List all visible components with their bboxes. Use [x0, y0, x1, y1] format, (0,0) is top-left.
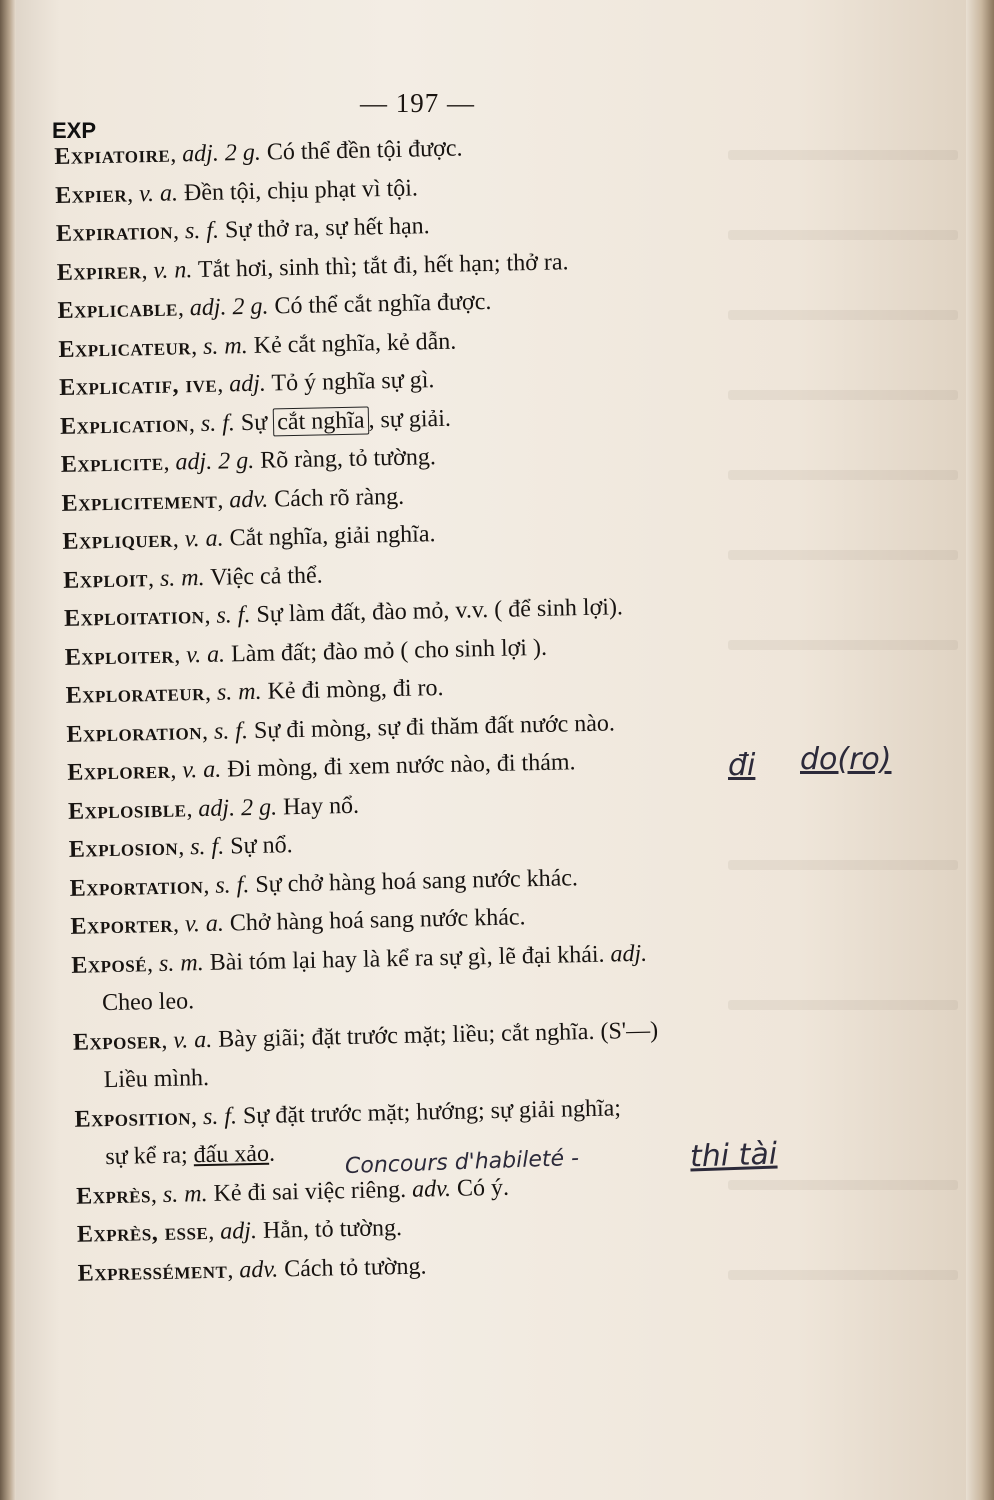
- headword: Expressément: [77, 1257, 228, 1287]
- entry-explicateur: Explicateur, s. m. Kẻ cắt nghĩa, kẻ dẫn.: [58, 328, 457, 363]
- grammar-label: s. m.: [202, 332, 248, 360]
- handwritten-note: đi: [728, 748, 756, 783]
- headword: Explication: [59, 410, 190, 440]
- headword: Exporter: [70, 911, 174, 940]
- entry-explosible: Explosible, adj. 2 g. Hay nổ.: [67, 792, 360, 825]
- entry-exploration: Exploration, s. f. Sự đi mòng, sự đi thăm đất nước nào.: [66, 709, 616, 748]
- entry-exploit: Exploit, s. m. Việc cả thể.: [62, 561, 323, 594]
- entry-exporter: Exporter, v. a. Chở hàng hoá sang nước khác.: [70, 904, 526, 940]
- definition: Đền tội, chịu phạt vì tội.: [177, 174, 419, 206]
- headword: Explicable: [57, 295, 179, 324]
- grammar-label: adj. 2 g.: [175, 447, 255, 476]
- entry-expiration: Expiration, s. f. Sự thở ra, sự hết hạn.: [55, 213, 430, 247]
- running-head: EXP: [52, 118, 97, 143]
- grammar-label: s. m.: [216, 678, 262, 706]
- definition: Việc cả thể.: [204, 561, 323, 591]
- definition: Kẻ đi sai việc riêng.: [207, 1176, 407, 1207]
- definition: Sự đi mòng, sự đi thăm đất nước nào.: [247, 709, 616, 744]
- headword: Expiration: [55, 218, 174, 247]
- grammar-label: v. a.: [184, 525, 224, 553]
- grammar-label: s. f.: [202, 1102, 238, 1130]
- grammar-label: v. a.: [182, 756, 222, 784]
- entry-explicable: Explicable, adj. 2 g. Có thể cắt nghĩa được.: [57, 288, 492, 324]
- headword: Explorateur: [65, 679, 206, 709]
- grammar-label: s. m.: [162, 1180, 208, 1208]
- headword: Expier: [54, 180, 128, 209]
- definition: Sự đặt trước mặt; hướng; sự giải nghĩa;: [236, 1094, 622, 1129]
- headword: Expliquer: [62, 526, 173, 555]
- grammar-label: s. m.: [159, 564, 205, 592]
- definition: Có thể đền tội được.: [260, 135, 463, 166]
- entry-explosion: Explosion, s. f. Sự nổ.: [68, 832, 293, 863]
- definition-continuation: sự kể ra; đấu xảo.: [105, 1140, 276, 1171]
- definition-continuation: Liều mình.: [103, 1064, 210, 1094]
- hand-boxed-term: cắt nghĩa: [273, 406, 369, 436]
- entry-explicatif: Explicatif, ive, adj. Tỏ ý nghĩa sự gì.: [58, 367, 435, 401]
- grammar-label: s. m.: [158, 949, 204, 977]
- underlined-term: đấu xảo: [193, 1140, 270, 1169]
- entry-expliquer: Expliquer, v. a. Cắt nghĩa, giải nghĩa.: [62, 521, 436, 555]
- grammar-label: adj.: [604, 940, 648, 968]
- entry-explicitement: Explicitement, adv. Cách rõ ràng.: [61, 483, 405, 517]
- entry-exposer: Exposer, v. a. Bày giãi; đặt trước mặt; liều; cắt nghĩa. (S'—) Liều mình.: [73, 1004, 974, 1100]
- entry-expose-noun: Exposé, s. m. Bài tóm lại hay là kể ra sự gì, lẽ đại khái. adj. Cheo leo.: [71, 927, 972, 1023]
- definition: Sự nổ.: [223, 832, 293, 860]
- headword: Explicateur: [58, 333, 192, 363]
- entry-expressement: Expressément, adv. Cách tỏ tường.: [77, 1252, 427, 1287]
- definition: Tắt hơi, sinh thì; tắt đi, hết hạn; thở ra.: [192, 248, 569, 283]
- headword: Exposer: [72, 1027, 162, 1056]
- headword: Expiatoire: [54, 141, 171, 170]
- entry-explicite: Explicite, adj. 2 g. Rõ ràng, tỏ tường.: [60, 444, 437, 478]
- grammar-label: v. a.: [185, 641, 226, 668]
- definition-continuation: Cheo leo.: [101, 988, 195, 1017]
- entry-list: [54, 119, 978, 1293]
- entry-expiatoire: Expiatoire, adj. 2 g. Có thể đền tội được.: [54, 135, 463, 170]
- definition: Làm đất; đào mỏ ( cho sinh lợi ).: [224, 634, 548, 668]
- definition: Sự chở hàng hoá sang nước khác.: [249, 864, 579, 898]
- headword: Explicite: [60, 449, 164, 478]
- headword: Explosion: [68, 834, 179, 863]
- entry-expres-adj: Exprès, esse, adj. Hẳn, tỏ tường.: [76, 1214, 403, 1248]
- handwritten-note: do(ro): [800, 742, 892, 777]
- grammar-label: adj.: [228, 370, 267, 398]
- grammar-label: adj.: [219, 1217, 258, 1245]
- grammar-label: s. f.: [189, 833, 225, 861]
- grammar-label: s. f.: [213, 717, 249, 745]
- entry-exposition: Exposition, s. f. Sự đặt trước mặt; hướng; sự giải nghĩa; sự kể ra; đấu xảo.: [74, 1081, 975, 1177]
- definition: Bày giãi; đặt trước mặt; liều; cắt nghĩa. (S'—): [211, 1017, 659, 1053]
- headword: Exploit: [62, 565, 149, 594]
- page-number: — 197 —: [360, 88, 475, 118]
- headword: Exprès, esse: [76, 1219, 209, 1248]
- grammar-label: s. f.: [200, 409, 236, 437]
- grammar-label: v. a.: [173, 1026, 213, 1054]
- definition: Kẻ cắt nghĩa, kẻ dẫn.: [247, 328, 457, 359]
- grammar-label: s. f.: [215, 871, 250, 899]
- page-edge-shadow: [966, 0, 994, 1500]
- headword: Exposé: [71, 950, 148, 979]
- grammar-label: s. f.: [184, 217, 220, 245]
- headword: Exploitation: [63, 602, 205, 632]
- grammar-label: adv.: [239, 1256, 279, 1283]
- definition: Sự làm đất, đào mỏ, v.v. ( để sinh lợi).: [250, 594, 624, 628]
- entry-exploitation: Exploitation, s. f. Sự làm đất, đào mỏ, v.v. ( để sinh lợi).: [63, 594, 624, 632]
- definition: Chở hàng hoá sang nước khác.: [223, 904, 526, 937]
- definition: Đi mòng, đi xem nước nào, đi thám.: [220, 749, 576, 783]
- definition: Cách rõ ràng.: [267, 483, 405, 513]
- definition: Có ý.: [450, 1174, 510, 1202]
- definition: Hay nổ.: [276, 792, 360, 820]
- entry-exportation: Exportation, s. f. Sự chở hàng hoá sang nước khác.: [69, 864, 579, 902]
- headword: Expirer: [56, 257, 142, 286]
- entry-explication: Explication, s. f. Sự cắt nghĩa , sự giải.: [59, 405, 452, 440]
- headword: Explosible: [67, 795, 187, 825]
- headword: Exportation: [69, 872, 204, 902]
- page-gutter-shadow: [0, 0, 16, 1500]
- headword: Exprès: [75, 1181, 152, 1210]
- headword: Explicitement: [61, 487, 218, 517]
- definition: Bài tóm lại hay là kể ra sự gì, lẽ đại khái.: [203, 941, 605, 976]
- entry-exploiter: Exploiter, v. a. Làm đất; đào mỏ ( cho sinh lợi ).: [64, 634, 548, 671]
- definition: Sự thở ra, sự hết hạn.: [218, 213, 430, 244]
- grammar-label: s. f.: [216, 601, 251, 629]
- headword: Explorer: [67, 757, 171, 786]
- grammar-label: v. a.: [138, 179, 179, 207]
- grammar-label: adj. 2 g.: [181, 139, 262, 168]
- definition: Cách tỏ tường.: [277, 1252, 427, 1283]
- headword: Explicatif, ive: [58, 371, 218, 401]
- grammar-label: adv.: [405, 1175, 452, 1203]
- entry-expirer: Expirer, v. n. Tắt hơi, sinh thì; tắt đi, hết hạn; thở ra.: [56, 248, 569, 286]
- definition: Tỏ ý nghĩa sự gì.: [265, 367, 435, 397]
- grammar-label: adj. 2 g.: [189, 293, 269, 322]
- headword: Exposition: [74, 1103, 192, 1133]
- entry-expier: Expier, v. a. Đền tội, chịu phạt vì tội.: [54, 174, 419, 209]
- grammar-label: adj. 2 g.: [198, 793, 278, 822]
- definition: Cắt nghĩa, giải nghĩa.: [223, 521, 436, 552]
- headword: Exploiter: [64, 642, 175, 671]
- definition: Có thể cắt nghĩa được.: [268, 288, 492, 320]
- definition: Kẻ đi mòng, đi ro.: [261, 674, 444, 705]
- definition: Rõ ràng, tỏ tường.: [253, 444, 437, 474]
- handwritten-note: Concours d'habileté -: [344, 1145, 580, 1180]
- handwritten-note: thi tài: [689, 1136, 778, 1175]
- headword: Exploration: [66, 718, 203, 748]
- entry-explorateur: Explorateur, s. m. Kẻ đi mòng, đi ro.: [65, 674, 444, 709]
- grammar-label: adv.: [229, 486, 269, 513]
- entry-explorer: Explorer, v. a. Đi mòng, đi xem nước nào, đi thám.: [67, 749, 576, 786]
- entry-expres-noun: Exprès, s. m. Kẻ đi sai việc riêng. adv. Có ý.: [75, 1174, 510, 1210]
- grammar-label: v. n.: [153, 256, 193, 284]
- definition: Hẳn, tỏ tường.: [256, 1214, 403, 1244]
- grammar-label: v. a.: [184, 910, 225, 938]
